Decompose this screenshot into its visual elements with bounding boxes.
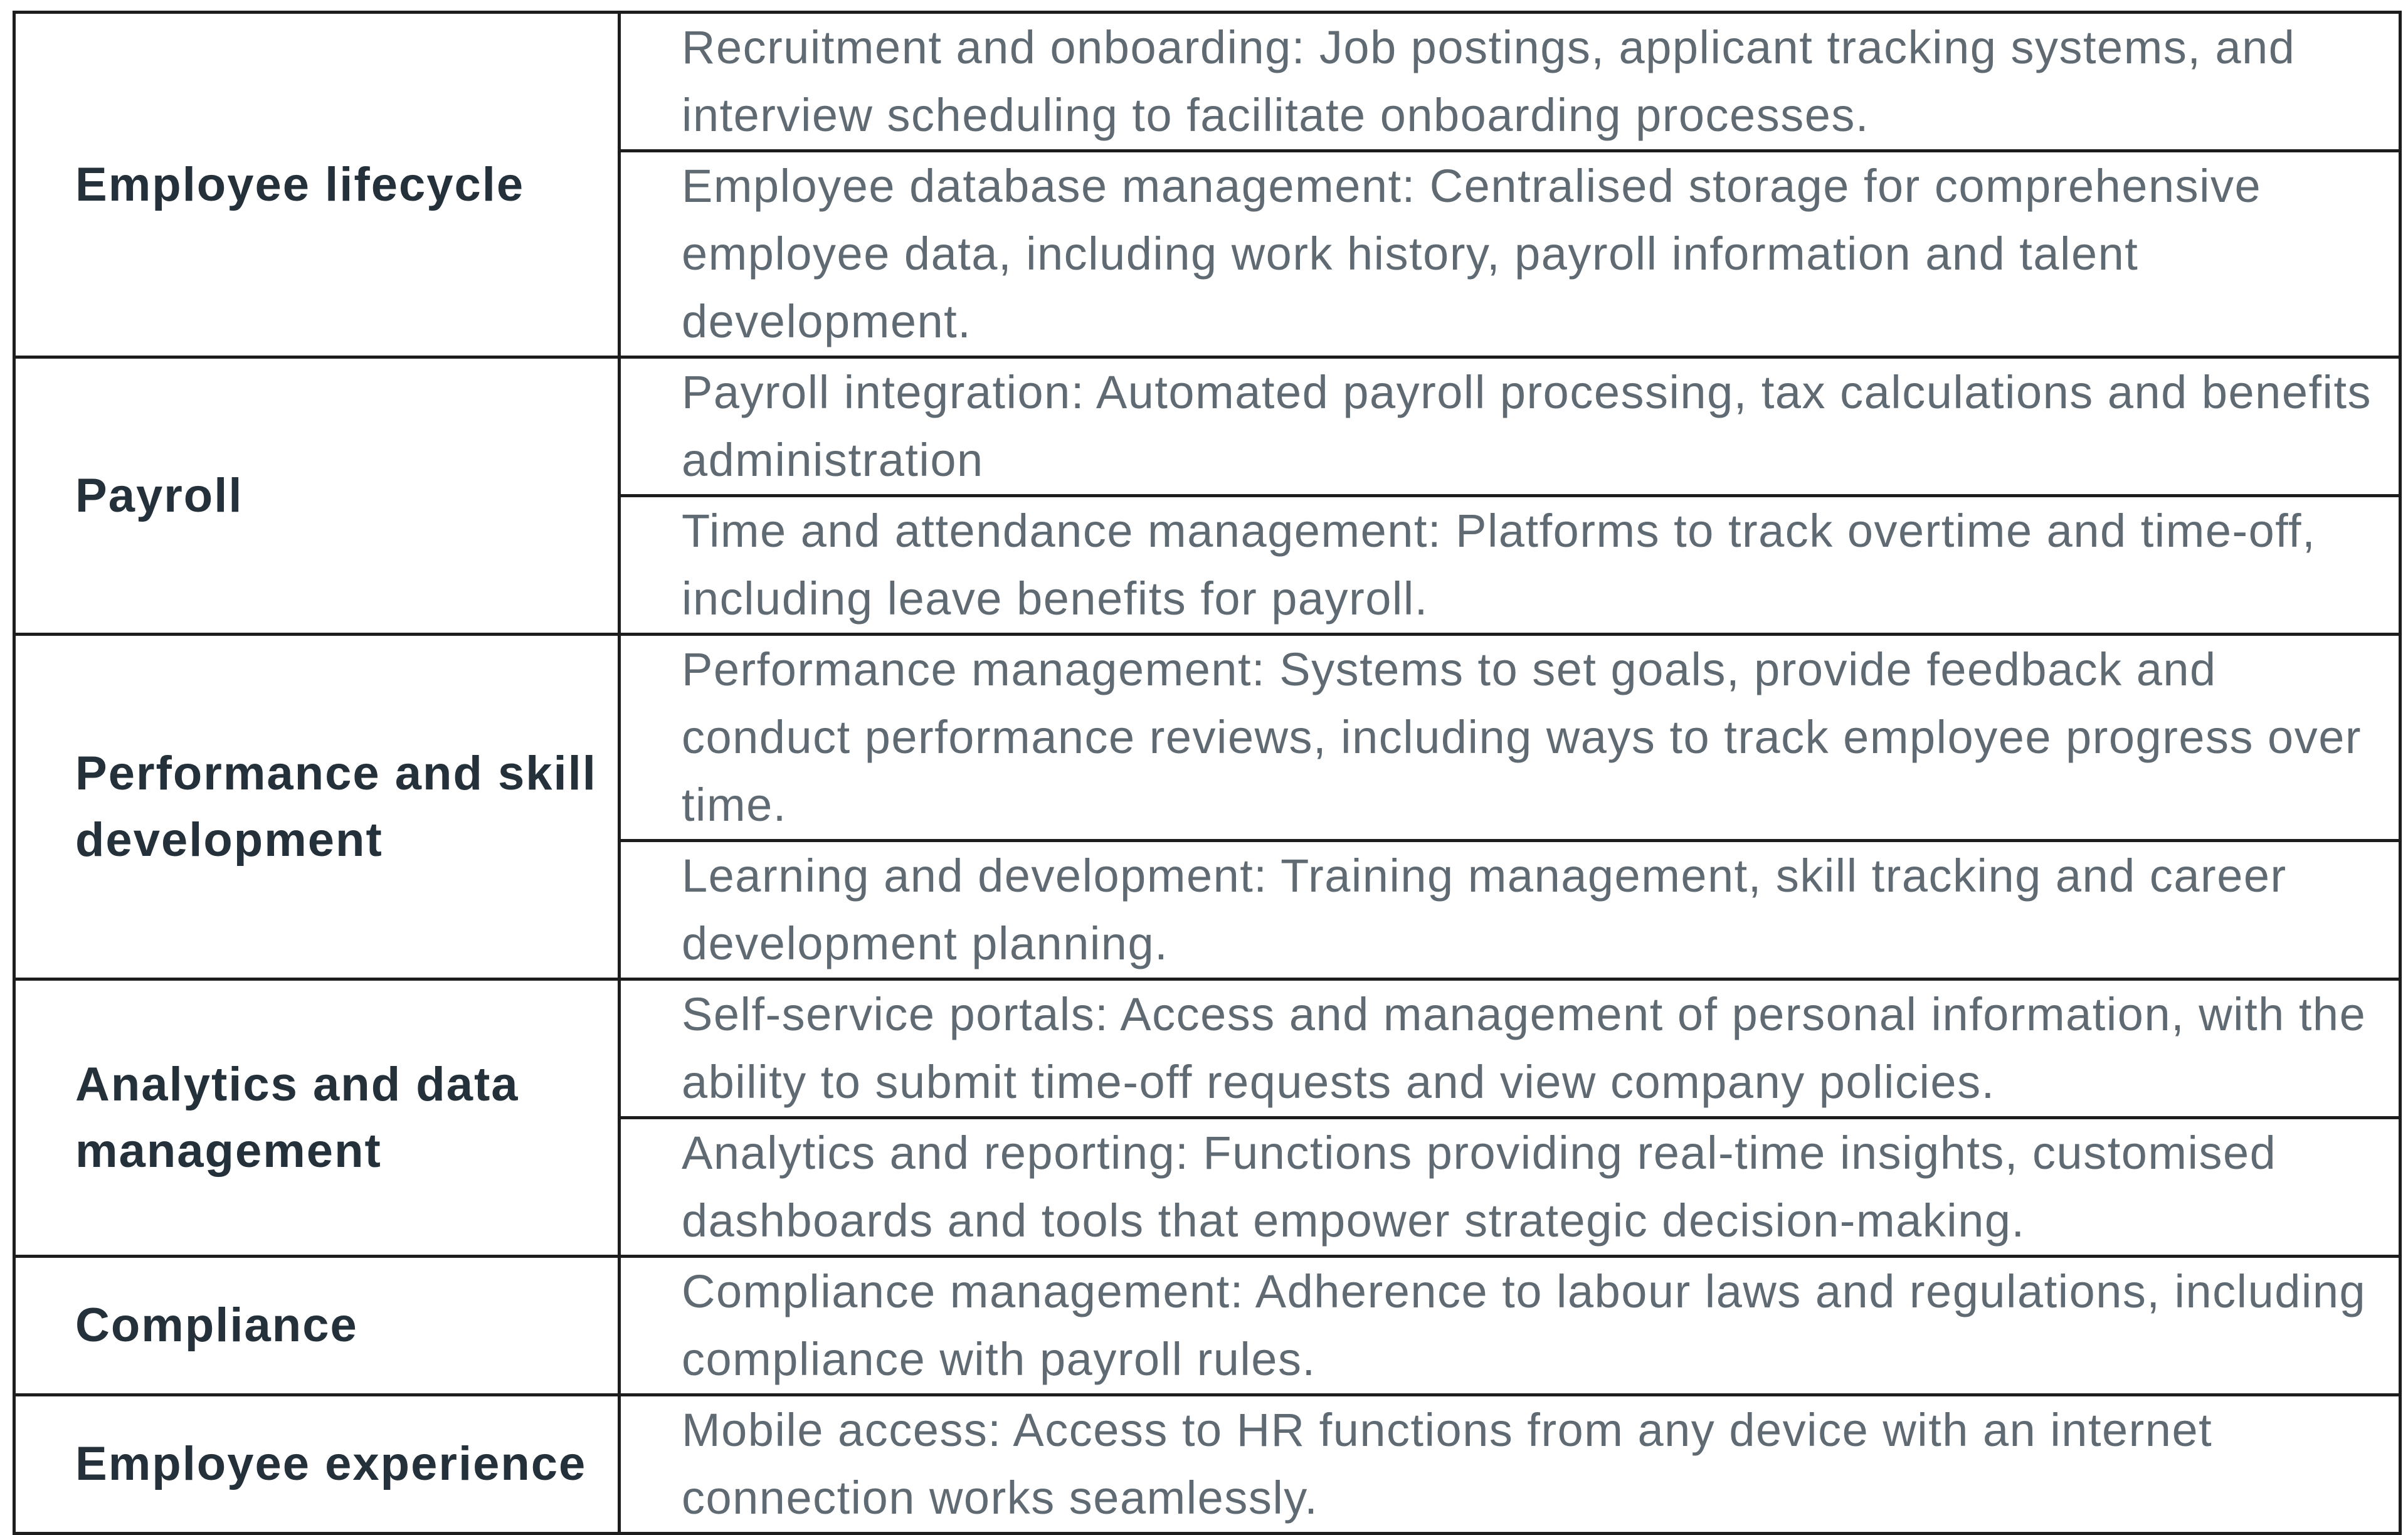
table-row: [14, 979, 2400, 1118]
category-cell: Payroll: [14, 357, 620, 635]
hr-features-table: [13, 11, 2402, 1535]
feature-cell: [620, 979, 2400, 1118]
feature-text: Performance management: Systems to set goals, provide feedback and conduct performance reviews, including ways to track employee progress over time.: [682, 643, 2362, 831]
category-cell: Performance and skill development: [14, 635, 620, 979]
feature-text: Mobile access: Access to HR functions from any device with an internet connection works seamlessly.: [682, 1404, 2213, 1524]
feature-cell: [620, 1118, 2400, 1257]
feature-text: Self-service portals: Access and management of personal information, with the ability to submit time-off requests and view company policies.: [682, 988, 2367, 1108]
feature-cell: [620, 841, 2400, 979]
feature-cell: [620, 357, 2400, 496]
feature-text: Compliance management: Adherence to labour laws and regulations, including compliance with payroll rules.: [682, 1265, 2367, 1385]
feature-cell: [620, 151, 2400, 357]
table-row: [14, 1395, 2400, 1534]
feature-cell: [620, 635, 2400, 841]
table-row: [14, 635, 2400, 841]
category-cell: Employee experience: [14, 1395, 620, 1534]
feature-text: Analytics and reporting: Functions providing real-time insights, customised dashboards and tools that empower strategic decision-making.: [682, 1127, 2277, 1247]
feature-text: Employee database management: Centralised storage for comprehensive employee data, including work history, payroll information and talent development.: [682, 160, 2262, 347]
feature-text: Learning and development: Training management, skill tracking and career development planning.: [682, 850, 2287, 969]
feature-cell: [620, 1257, 2400, 1395]
feature-text: Payroll integration: Automated payroll processing, tax calculations and benefits administration: [682, 366, 2372, 486]
category-cell: Employee lifecycle: [14, 13, 620, 357]
category-cell: Compliance: [14, 1257, 620, 1395]
feature-cell: [620, 1395, 2400, 1534]
table-row: [14, 357, 2400, 496]
feature-text: Recruitment and onboarding: Job postings, applicant tracking systems, and interview scheduling to facilitate onboarding processes.: [682, 21, 2296, 141]
category-cell: Analytics and data management: [14, 979, 620, 1257]
table-row: [14, 13, 2400, 151]
table-row: [14, 1257, 2400, 1395]
feature-cell: [620, 13, 2400, 151]
feature-cell: [620, 496, 2400, 635]
feature-text: Time and attendance management: Platforms to track overtime and time-off, including leave benefits for payroll.: [682, 505, 2316, 625]
